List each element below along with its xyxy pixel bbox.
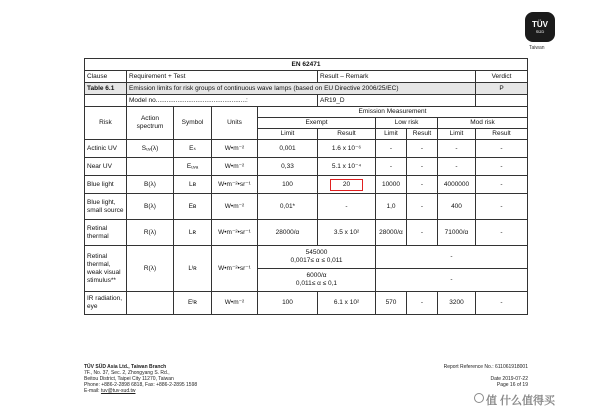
watermark-icon: [474, 393, 484, 403]
low-result-cell: -: [407, 158, 438, 176]
header-verdict: Verdict: [476, 71, 528, 83]
table-row: [85, 246, 528, 269]
mod-result-cell: -: [476, 140, 528, 158]
low-result-cell: -: [407, 220, 438, 246]
report-date: Date 2019-07-22: [490, 376, 528, 382]
footer-phone: Phone: +886-2-2898 6818, Fax: +886-2-2895 1598: [84, 382, 198, 388]
mod-limit-cell: 71000/α: [438, 220, 476, 246]
standard-title: EN 62471: [85, 59, 528, 71]
weak-limit-1: [258, 246, 376, 269]
col-exempt: Exempt: [258, 118, 376, 129]
symbol-cell: Lʙ: [174, 176, 212, 194]
table-row: [85, 140, 528, 158]
table-verdict: P: [476, 83, 528, 95]
action-cell: R(λ): [127, 246, 174, 292]
low-limit-cell: -: [376, 158, 407, 176]
symbol-cell: Eᵤᵥₐ: [174, 158, 212, 176]
risk-cell: Retinal thermal, weak visual stimulus**: [85, 246, 127, 292]
col-limit: Limit: [376, 129, 407, 140]
exempt-limit-cell: 0,33: [258, 158, 318, 176]
risk-cell: Blue light: [85, 176, 127, 194]
table-number: Table 6.1: [85, 83, 127, 95]
units-cell: W•m⁻²•sr⁻¹: [212, 246, 258, 292]
table-row: [85, 194, 528, 220]
weak-range-1: 0,0017≤ α ≤ 0,011: [290, 257, 343, 264]
exempt-limit-cell: 28000/α: [258, 220, 318, 246]
action-cell: R(λ): [127, 220, 174, 246]
mod-result-cell: -: [476, 220, 528, 246]
units-cell: W•m⁻²•sr⁻¹: [212, 176, 258, 194]
units-cell: W•m⁻²: [212, 140, 258, 158]
exempt-result-cell: 5.1 x 10⁻⁴: [318, 158, 376, 176]
footer-email-line: [84, 388, 197, 394]
mod-result-cell: -: [476, 176, 528, 194]
risk-cell: IR radiation, eye: [85, 292, 127, 315]
symbol-cell: Lʀ: [174, 220, 212, 246]
footer-addr-line2: Beitou District, Taipei City 11270, Taiwan: [84, 376, 174, 382]
mod-result-cell: -: [476, 194, 528, 220]
exempt-result-cell: 3.5 x 10²: [318, 220, 376, 246]
mod-result-cell: -: [476, 292, 528, 315]
low-result-cell: -: [407, 292, 438, 315]
header-result: Result – Remark: [318, 71, 476, 83]
col-action-spectrum: Action spectrum: [127, 107, 174, 140]
tuv-sud-logo: [525, 12, 555, 42]
report-page: Page 16 of 19: [496, 382, 528, 388]
table-row: [85, 220, 528, 246]
low-result-cell: -: [407, 176, 438, 194]
action-cell: B(λ): [127, 194, 174, 220]
exempt-result-cell: 1.6 x 10⁻⁶: [318, 140, 376, 158]
logo-top-text: TÜV: [532, 19, 548, 29]
highlighted-result: 20: [330, 179, 363, 191]
symbol-cell: Eʙ: [174, 194, 212, 220]
footer-report-info: [428, 364, 528, 388]
weak-limit-2: [258, 269, 376, 292]
action-cell: B(λ): [127, 176, 174, 194]
emission-limits-table: [84, 58, 528, 315]
risk-cell: Blue light, small source: [85, 194, 127, 220]
exempt-result-cell: 6.1 x 10²: [318, 292, 376, 315]
col-low-risk: Low risk: [376, 118, 438, 129]
footer-email-link[interactable]: tuv@tuv-sud.tw: [100, 388, 136, 394]
exempt-limit-cell: 100: [258, 292, 318, 315]
low-limit-cell: 10000: [376, 176, 407, 194]
col-limit: Limit: [438, 129, 476, 140]
mod-result-cell: -: [476, 158, 528, 176]
col-result: Result: [407, 129, 438, 140]
low-limit-cell: 1,0: [376, 194, 407, 220]
low-result-cell: -: [407, 194, 438, 220]
mod-limit-cell: 400: [438, 194, 476, 220]
table-row: [85, 176, 528, 194]
col-emission-measurement: Emission Measurement: [258, 107, 528, 118]
risk-cell: Retinal thermal: [85, 220, 127, 246]
footer-email-label: E-mail:: [84, 388, 100, 394]
weak-limit-value-1: 545000: [305, 249, 328, 256]
low-limit-cell: 570: [376, 292, 407, 315]
exempt-limit-cell: 100: [258, 176, 318, 194]
weak-range-2: 0,011≤ α ≤ 0,1: [295, 280, 338, 287]
footer-address: [84, 364, 197, 394]
watermark-text: 值 什么值得买: [486, 395, 556, 407]
mod-limit-cell: 4000000: [438, 176, 476, 194]
col-symbol: Symbol: [174, 107, 212, 140]
action-cell: Sᵤᵥ(λ): [127, 140, 174, 158]
action-cell: [127, 158, 174, 176]
exempt-limit-cell: 0,001: [258, 140, 318, 158]
symbol-cell: Lᴵʀ: [174, 246, 212, 292]
table-title: Emission limits for risk groups of continuous wave lamps (based on EU Directive 2006/25/EC): [127, 83, 476, 95]
header-clause: Clause: [85, 71, 127, 83]
weak-limit-value-2: 6000/α: [306, 272, 327, 279]
mod-limit-cell: 3200: [438, 292, 476, 315]
mod-limit-cell: -: [438, 140, 476, 158]
weak-dash-1: -: [376, 246, 528, 269]
symbol-cell: Eₛ: [174, 140, 212, 158]
low-result-cell: -: [407, 140, 438, 158]
low-limit-cell: 28000/α: [376, 220, 407, 246]
exempt-limit-cell: 0,01*: [258, 194, 318, 220]
col-units: Units: [212, 107, 258, 140]
logo-caption: Taiwan: [529, 45, 545, 51]
table-row: [85, 158, 528, 176]
footer-addr-line1: 7F., No. 37, Sec. 2, Zhongyang S. Rd.,: [84, 370, 170, 376]
model-value: AR19_D: [318, 95, 476, 107]
mod-limit-cell: -: [438, 158, 476, 176]
logo-bottom-text: SÜD: [535, 28, 545, 34]
units-cell: W•m⁻²: [212, 158, 258, 176]
table-row: [85, 292, 528, 315]
model-label: Model no..................................................:: [127, 95, 318, 107]
symbol-cell: Eᴵʀ: [174, 292, 212, 315]
col-mod-risk: Mod risk: [438, 118, 528, 129]
units-cell: W•m⁻²•sr⁻¹: [212, 220, 258, 246]
units-cell: W•m⁻²: [212, 292, 258, 315]
footer-company: TÜV SÜD Asia Ltd., Taiwan Branch: [84, 364, 167, 370]
exempt-result-cell: -: [318, 194, 376, 220]
col-limit: Limit: [258, 129, 318, 140]
col-risk: Risk: [85, 107, 127, 140]
low-limit-cell: -: [376, 140, 407, 158]
exempt-result-cell: [318, 176, 376, 194]
report-reference: Report Reference No.: 611061918001: [443, 364, 528, 370]
risk-cell: Actinic UV: [85, 140, 127, 158]
risk-cell: Near UV: [85, 158, 127, 176]
units-cell: W•m⁻²: [212, 194, 258, 220]
action-cell: [127, 292, 174, 315]
col-result: Result: [318, 129, 376, 140]
col-result: Result: [476, 129, 528, 140]
weak-dash-2: -: [376, 269, 528, 292]
header-requirement: Requirement + Test: [127, 71, 318, 83]
